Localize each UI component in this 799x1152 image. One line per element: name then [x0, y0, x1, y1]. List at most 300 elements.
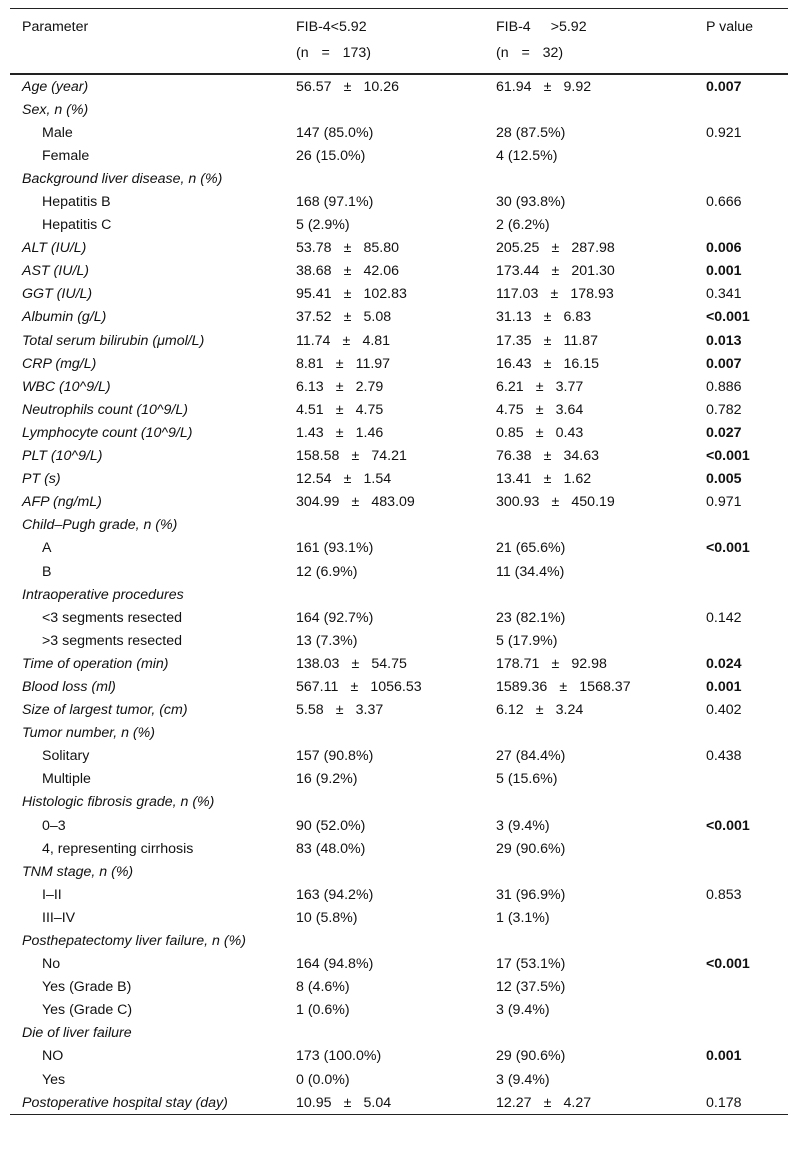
- mean-value: 12.54: [296, 471, 332, 488]
- mean-value: 4.51: [296, 401, 324, 418]
- mean-value: 6.13: [296, 378, 324, 395]
- header-parameter: Parameter: [10, 9, 284, 46]
- cell-p-value: [694, 976, 788, 999]
- table-row: [10, 445, 788, 468]
- cell-p-value: 0.007: [706, 355, 742, 372]
- cell-p-value: [694, 929, 788, 952]
- plus-minus-sign: ±: [335, 702, 344, 719]
- cell-fib4-low: 10 (5.8%): [296, 909, 358, 926]
- cell-fib4-low: [284, 98, 484, 121]
- cell-fib4-low: [284, 260, 484, 283]
- sd-value: 4.27: [563, 1094, 592, 1111]
- cell-p-value: [694, 144, 788, 167]
- table-row: [10, 421, 788, 444]
- cell-p-value: 0.886: [706, 378, 742, 395]
- cell-p-value: [694, 906, 788, 929]
- sd-value: 11.87: [563, 332, 598, 349]
- sd-value: 16.15: [563, 355, 600, 372]
- table-row: [10, 953, 788, 976]
- row-label: Size of largest tumor, (cm): [22, 702, 188, 719]
- row-label: ALT (IU/L): [22, 240, 87, 257]
- table-row: [10, 352, 788, 375]
- mean-value: 16.43: [496, 355, 532, 372]
- plus-minus-sign: ±: [343, 240, 352, 257]
- row-label: AST (IU/L): [22, 263, 90, 280]
- row-label: 0–3: [42, 817, 66, 834]
- table-header: [10, 9, 788, 75]
- row-label: Die of liver failure: [22, 1025, 132, 1042]
- cell-fib4-low: [284, 283, 484, 306]
- n-open-low: (n: [296, 45, 309, 61]
- cell-p-value: 0.142: [706, 609, 742, 626]
- table-row: [10, 468, 788, 491]
- plus-minus-sign: ±: [343, 263, 352, 280]
- sd-value: 85.80: [363, 240, 400, 257]
- row-label: Sex, n (%): [22, 101, 89, 118]
- mean-value: 1589.36: [496, 678, 548, 695]
- row-label: Tumor number, n (%): [22, 725, 155, 742]
- cell-fib4-high: [484, 398, 694, 421]
- cell-fib4-low: 173 (100.0%): [296, 1048, 382, 1065]
- mean-value: 56.57: [296, 78, 332, 95]
- table-row: [10, 283, 788, 306]
- header-group-high-b: >5.92: [550, 19, 587, 35]
- mean-value: 158.58: [296, 448, 340, 465]
- table-row: [10, 768, 788, 791]
- header-p-value: P value: [694, 9, 788, 46]
- cell-p-value: [694, 791, 788, 814]
- cell-fib4-high: [484, 283, 694, 306]
- table-row: [10, 237, 788, 260]
- table-row: [10, 976, 788, 999]
- plus-minus-sign: ±: [543, 448, 552, 465]
- cell-fib4-low: [284, 74, 484, 98]
- sd-value: 11.97: [355, 355, 391, 372]
- sd-value: 92.98: [571, 655, 607, 672]
- cell-fib4-high: [484, 583, 694, 606]
- row-label: III–IV: [42, 909, 76, 926]
- cell-fib4-high: 29 (90.6%): [496, 840, 566, 857]
- sd-value: 4.75: [355, 401, 384, 418]
- cell-fib4-high: 31 (96.9%): [496, 886, 566, 903]
- plus-minus-sign: ±: [335, 424, 344, 441]
- plus-minus-sign: ±: [535, 401, 544, 418]
- mean-value: 117.03: [496, 286, 539, 303]
- row-label: PT (s): [22, 471, 61, 488]
- cell-p-value: 0.024: [706, 655, 742, 672]
- row-label: I–II: [42, 886, 62, 903]
- cell-p-value: 0.013: [706, 332, 742, 349]
- cell-fib4-high: [484, 306, 694, 329]
- mean-value: 1.43: [296, 424, 324, 441]
- sd-value: 201.30: [571, 263, 615, 280]
- cell-p-value: [694, 1022, 788, 1045]
- cell-p-value: <0.001: [706, 540, 750, 557]
- cell-fib4-high: 3 (9.4%): [496, 817, 550, 834]
- n-open-high: (n: [496, 45, 509, 61]
- mean-value: 76.38: [496, 448, 532, 465]
- cell-fib4-high: 5 (15.6%): [496, 771, 558, 788]
- row-label: Histologic fibrosis grade, n (%): [22, 794, 215, 811]
- table-row: [10, 652, 788, 675]
- cell-fib4-low: 164 (92.7%): [296, 609, 374, 626]
- header-n-row: [10, 45, 788, 74]
- cell-fib4-high: 2 (6.2%): [496, 217, 550, 234]
- table-row: [10, 190, 788, 213]
- plus-minus-sign: ±: [335, 378, 344, 395]
- cell-fib4-low: [284, 1091, 484, 1115]
- mean-value: 95.41: [296, 286, 332, 303]
- header-group-high-n: [484, 45, 694, 74]
- row-label: >3 segments resected: [42, 632, 182, 649]
- n-eq-high: =: [521, 45, 530, 61]
- cell-fib4-high: [484, 421, 694, 444]
- sd-value: 9.92: [563, 78, 592, 95]
- sd-value: 0.43: [555, 424, 584, 441]
- cell-p-value: 0.438: [706, 748, 742, 765]
- mean-value: 12.27: [496, 1094, 532, 1111]
- sd-value: 10.26: [363, 78, 400, 95]
- plus-minus-sign: ±: [535, 424, 544, 441]
- header-group-low: FIB-4<5.92: [284, 9, 484, 46]
- cell-fib4-low: 26 (15.0%): [296, 147, 366, 164]
- row-label: Postoperative hospital stay (day): [10, 1091, 284, 1115]
- row-label: CRP (mg/L): [22, 355, 97, 372]
- cell-fib4-low: [284, 699, 484, 722]
- plus-minus-sign: ±: [343, 471, 352, 488]
- row-label: Age (year): [22, 78, 89, 95]
- plus-minus-sign: ±: [543, 309, 552, 326]
- row-label: Lymphocyte count (10^9/L): [22, 424, 193, 441]
- plus-minus-sign: ±: [551, 494, 560, 511]
- n-value-low: 173): [342, 45, 372, 61]
- table-row: [10, 1022, 788, 1045]
- row-label: 4, representing cirrhosis: [42, 840, 194, 857]
- plus-minus-sign: ±: [543, 355, 552, 372]
- row-label: Blood loss (ml): [22, 678, 116, 695]
- cell-p-value: [694, 722, 788, 745]
- cell-fib4-high: [484, 652, 694, 675]
- table-row: [10, 929, 788, 952]
- row-label: Yes (Grade C): [42, 1002, 133, 1019]
- cell-p-value: 0.006: [706, 240, 742, 257]
- table-row: [10, 121, 788, 144]
- row-label: <3 segments resected: [42, 609, 182, 626]
- mean-value: 304.99: [296, 494, 340, 511]
- n-eq-low: =: [321, 45, 330, 61]
- cell-p-value: [694, 167, 788, 190]
- mean-value: 37.52: [296, 309, 332, 326]
- cell-fib4-high: 29 (90.6%): [496, 1048, 566, 1065]
- row-label: Neutrophils count (10^9/L): [22, 401, 188, 418]
- plus-minus-sign: ±: [343, 286, 352, 303]
- cell-fib4-low: 163 (94.2%): [296, 886, 374, 903]
- table-row: [10, 722, 788, 745]
- cell-p-value: 0.402: [706, 702, 742, 719]
- row-label: PLT (10^9/L): [22, 448, 103, 465]
- row-label: Background liver disease, n (%): [22, 170, 223, 187]
- row-label: Intraoperative procedures: [22, 586, 184, 603]
- sd-value: 6.83: [563, 309, 592, 326]
- mean-value: 38.68: [296, 263, 332, 280]
- sd-value: 74.21: [371, 448, 407, 465]
- cell-fib4-high: [484, 167, 694, 190]
- row-label: Posthepatectomy liver failure, n (%): [22, 933, 246, 950]
- table-row: [10, 699, 788, 722]
- row-label: NO: [42, 1048, 64, 1065]
- plus-minus-sign: ±: [351, 655, 360, 672]
- cell-fib4-low: [284, 583, 484, 606]
- row-label: No: [42, 956, 61, 973]
- row-label: TNM stage, n (%): [22, 863, 134, 880]
- cell-fib4-low: 168 (97.1%): [296, 194, 374, 211]
- mean-value: 6.21: [496, 378, 524, 395]
- cell-fib4-low: [284, 722, 484, 745]
- mean-value: 300.93: [496, 494, 540, 511]
- cell-fib4-low: [284, 398, 484, 421]
- table-row: [10, 491, 788, 514]
- plus-minus-sign: ±: [350, 678, 359, 695]
- cell-fib4-low: 157 (90.8%): [296, 748, 374, 765]
- cell-fib4-high: [484, 468, 694, 491]
- table-row: [10, 837, 788, 860]
- results-table-container: [10, 8, 788, 1115]
- cell-fib4-high: 23 (82.1%): [496, 609, 566, 626]
- cell-p-value: 0.341: [706, 286, 742, 303]
- cell-p-value: <0.001: [706, 309, 750, 326]
- cell-fib4-low: [284, 791, 484, 814]
- table-row: [10, 167, 788, 190]
- cell-fib4-high: 28 (87.5%): [496, 124, 566, 141]
- mean-value: 138.03: [296, 655, 340, 672]
- table-row: [10, 906, 788, 929]
- cell-fib4-low: 8 (4.6%): [296, 979, 350, 996]
- row-label: B: [42, 563, 52, 580]
- plus-minus-sign: ±: [543, 1094, 552, 1111]
- cell-fib4-high: 12 (37.5%): [496, 979, 566, 996]
- row-label: Albumin (g/L): [22, 309, 107, 326]
- cell-fib4-low: 16 (9.2%): [296, 771, 358, 788]
- mean-value: 53.78: [296, 240, 332, 257]
- cell-p-value: 0.027: [706, 424, 742, 441]
- table-row: [10, 791, 788, 814]
- sd-value: 4.81: [362, 332, 391, 349]
- mean-value: 5.58: [296, 702, 324, 719]
- cell-fib4-low: [284, 491, 484, 514]
- plus-minus-sign: ±: [535, 702, 544, 719]
- sd-value: 3.64: [555, 401, 584, 418]
- table-row: [10, 883, 788, 906]
- row-label: Yes: [42, 1071, 66, 1088]
- cell-p-value: [694, 514, 788, 537]
- mean-value: 13.41: [496, 471, 532, 488]
- row-label: Total serum bilirubin (μmol/L): [22, 332, 205, 349]
- table-row: [10, 999, 788, 1022]
- table-row: [10, 306, 788, 329]
- mean-value: 6.12: [496, 702, 524, 719]
- sd-value: 34.63: [563, 448, 600, 465]
- sd-value: 5.08: [363, 309, 392, 326]
- cell-p-value: 0.005: [706, 471, 742, 488]
- cell-fib4-high: [484, 375, 694, 398]
- table-row: [10, 814, 788, 837]
- sd-value: 5.04: [363, 1094, 392, 1111]
- plus-minus-sign: ±: [550, 286, 559, 303]
- sd-value: 1.54: [363, 471, 392, 488]
- plus-minus-sign: ±: [535, 378, 544, 395]
- row-label: Male: [42, 124, 73, 141]
- cell-fib4-high: [484, 699, 694, 722]
- cell-p-value: [694, 98, 788, 121]
- table-body: [10, 74, 788, 1115]
- sd-value: 3.37: [355, 702, 384, 719]
- cell-fib4-high: [484, 491, 694, 514]
- table-row: [10, 329, 788, 352]
- plus-minus-sign: ±: [543, 471, 552, 488]
- cell-fib4-low: [284, 352, 484, 375]
- cell-fib4-low: [284, 514, 484, 537]
- cell-p-value: 0.001: [706, 263, 742, 280]
- sd-value: 178.93: [570, 286, 614, 303]
- cell-fib4-high: [484, 514, 694, 537]
- cell-fib4-high: 17 (53.1%): [496, 956, 566, 973]
- cell-p-value: <0.001: [706, 956, 750, 973]
- cell-fib4-low: [284, 675, 484, 698]
- cell-fib4-high: [484, 98, 694, 121]
- cell-fib4-low: 147 (85.0%): [296, 124, 374, 141]
- cell-fib4-high: 5 (17.9%): [496, 632, 558, 649]
- cell-fib4-low: [284, 445, 484, 468]
- row-label: WBC (10^9/L): [22, 378, 111, 395]
- cell-fib4-low: 5 (2.9%): [296, 217, 350, 234]
- sd-value: 2.79: [355, 378, 384, 395]
- cell-fib4-low: 164 (94.8%): [296, 956, 374, 973]
- cell-p-value: [694, 999, 788, 1022]
- cell-fib4-low: [284, 421, 484, 444]
- row-label: GGT (IU/L): [22, 286, 93, 303]
- table-row: [10, 214, 788, 237]
- cell-fib4-high: 1 (3.1%): [496, 909, 550, 926]
- table-row: [10, 860, 788, 883]
- cell-fib4-high: [484, 929, 694, 952]
- mean-value: 205.25: [496, 240, 540, 257]
- row-label: A: [42, 540, 52, 557]
- table-row: [10, 375, 788, 398]
- cell-fib4-low: 90 (52.0%): [296, 817, 366, 834]
- cell-fib4-high: [484, 237, 694, 260]
- table-row: [10, 583, 788, 606]
- cell-p-value: 0.853: [706, 886, 742, 903]
- row-label: Solitary: [42, 748, 90, 765]
- plus-minus-sign: ±: [335, 401, 344, 418]
- mean-value: 11.74: [296, 332, 331, 349]
- sd-value: 102.83: [363, 286, 407, 303]
- mean-value: 61.94: [496, 78, 532, 95]
- table-row: [10, 260, 788, 283]
- table-row: [10, 1068, 788, 1091]
- plus-minus-sign: ±: [351, 494, 360, 511]
- header-group-high: [484, 9, 694, 46]
- cell-fib4-high: [484, 722, 694, 745]
- cell-p-value: 0.007: [706, 78, 742, 95]
- cell-fib4-high: [484, 74, 694, 98]
- sd-value: 54.75: [371, 655, 407, 672]
- plus-minus-sign: ±: [343, 309, 352, 326]
- plus-minus-sign: ±: [342, 332, 351, 349]
- sd-value: 483.09: [371, 494, 415, 511]
- mean-value: 173.44: [496, 263, 540, 280]
- cell-p-value: [694, 768, 788, 791]
- row-label: Time of operation (min): [22, 655, 169, 672]
- header-row: [10, 9, 788, 46]
- results-table: [10, 8, 788, 1115]
- cell-p-value: 0.782: [706, 401, 742, 418]
- cell-p-value: 0.971: [706, 494, 742, 511]
- cell-fib4-high: 27 (84.4%): [496, 748, 566, 765]
- mean-value: 4.75: [496, 401, 524, 418]
- mean-value: 178.71: [496, 655, 540, 672]
- cell-fib4-high: [484, 860, 694, 883]
- row-label: Hepatitis C: [42, 217, 112, 234]
- cell-p-value: 0.178: [694, 1091, 788, 1115]
- sd-value: 287.98: [571, 240, 615, 257]
- cell-p-value: 0.001: [706, 678, 742, 695]
- table-row: [10, 144, 788, 167]
- cell-fib4-high: [484, 329, 694, 352]
- plus-minus-sign: ±: [351, 448, 360, 465]
- cell-p-value: [694, 629, 788, 652]
- cell-fib4-low: [284, 468, 484, 491]
- plus-minus-sign: ±: [335, 355, 344, 372]
- row-label: Yes (Grade B): [42, 979, 132, 996]
- cell-fib4-low: 161 (93.1%): [296, 540, 374, 557]
- cell-p-value: [694, 837, 788, 860]
- table-row: [10, 74, 788, 98]
- plus-minus-sign: ±: [551, 240, 560, 257]
- cell-fib4-high: 30 (93.8%): [496, 194, 566, 211]
- table-row: [10, 560, 788, 583]
- sd-value: 1568.37: [579, 678, 631, 695]
- cell-fib4-high: [484, 1022, 694, 1045]
- cell-fib4-high: [484, 260, 694, 283]
- plus-minus-sign: ±: [551, 655, 560, 672]
- mean-value: 17.35: [496, 332, 532, 349]
- plus-minus-sign: ±: [559, 678, 568, 695]
- cell-fib4-high: 11 (34.4%): [496, 563, 565, 580]
- table-row: [10, 745, 788, 768]
- header-group-low-n: [284, 45, 484, 74]
- n-value-high: 32): [542, 45, 564, 61]
- cell-fib4-high: [484, 675, 694, 698]
- cell-fib4-low: 83 (48.0%): [296, 840, 366, 857]
- cell-fib4-high: [484, 791, 694, 814]
- sd-value: 42.06: [363, 263, 400, 280]
- table-row: [10, 514, 788, 537]
- cell-p-value: <0.001: [706, 448, 750, 465]
- cell-fib4-high: 21 (65.6%): [496, 540, 566, 557]
- cell-fib4-low: [284, 237, 484, 260]
- row-label: Hepatitis B: [42, 194, 111, 211]
- row-label: Female: [42, 147, 90, 164]
- mean-value: 8.81: [296, 355, 324, 372]
- cell-p-value: [694, 560, 788, 583]
- cell-fib4-low: [284, 167, 484, 190]
- mean-value: 0.85: [496, 424, 524, 441]
- cell-p-value: [694, 583, 788, 606]
- cell-fib4-low: [284, 860, 484, 883]
- cell-p-value: 0.666: [706, 194, 742, 211]
- cell-fib4-low: [284, 375, 484, 398]
